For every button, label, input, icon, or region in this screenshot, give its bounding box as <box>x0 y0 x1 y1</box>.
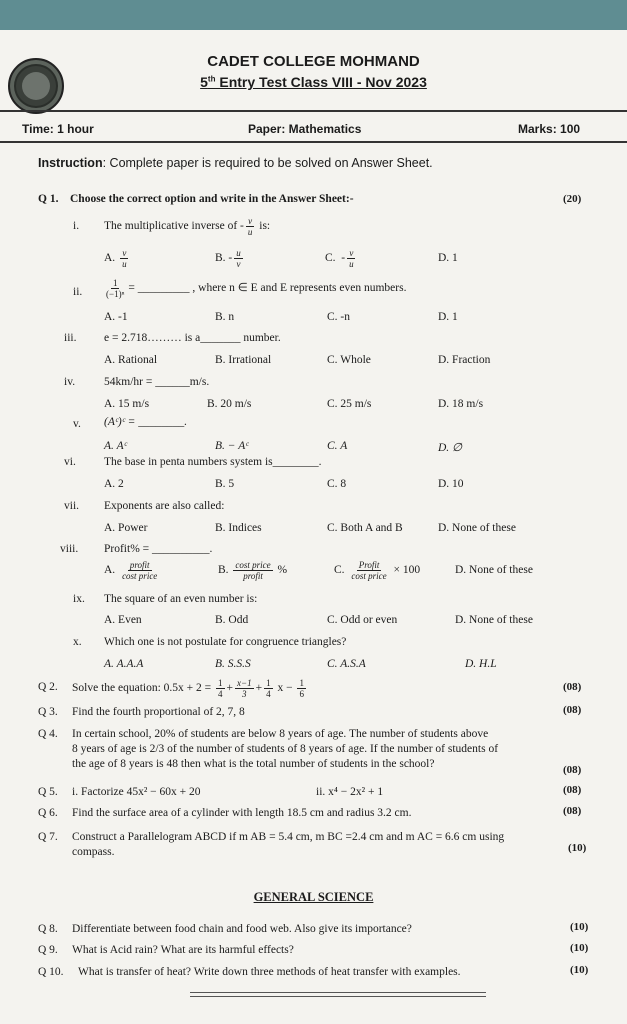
q4-marks: (08) <box>563 764 582 776</box>
q3-marks: (08) <box>563 704 582 716</box>
q4-line1: In certain school, 20% of students are below 8 years of age. The number of students above <box>72 728 489 740</box>
option-d: D. None of these <box>455 564 533 576</box>
test-title: 5th Entry Test Class VIII - Nov 2023 <box>200 74 427 90</box>
q9-number: Q 9. <box>38 944 58 956</box>
q10-text: What is transfer of heat? Write down three methods of heat transfer with examples. <box>78 966 461 978</box>
marks-label: Marks: 100 <box>518 122 581 136</box>
q8-marks: (10) <box>570 921 589 933</box>
q1-item-text: Which one is not postulate for congruence triangles? <box>104 636 347 648</box>
exam-paper <box>0 30 627 1024</box>
q10-number: Q 10. <box>38 966 64 978</box>
q2-number: Q 2. <box>38 681 58 693</box>
q1-item-number: ii. <box>73 286 83 298</box>
option-b: B. 20 m/s <box>207 398 252 410</box>
q1-item-number: iv. <box>64 376 76 388</box>
q1-number: Q 1. <box>38 193 59 205</box>
q1-item-number: x. <box>73 636 82 648</box>
q1-item-number: vii. <box>64 500 80 512</box>
option-a: A. A.A.A <box>104 658 144 670</box>
option-c: C. Odd or even <box>327 614 398 626</box>
option-b: B. − Aᶜ <box>215 440 249 452</box>
option-d: D. 18 m/s <box>438 398 484 410</box>
q1-item-text: The multiplicative inverse of - $\frac{v}{u}$ is: <box>104 216 271 237</box>
q1-item-text: 54km/hr = ______m/s. <box>104 376 210 388</box>
q4-number: Q 4. <box>38 728 58 740</box>
option-d: D. H.L <box>465 658 497 670</box>
q7-marks: (10) <box>568 842 587 854</box>
option-a: A. $\frac{\text{profit}}{\text{cost price}}$ <box>104 560 158 581</box>
q5-number: Q 5. <box>38 786 58 798</box>
q2-text: Solve the equation: 0.5x + 2 = $\frac{1}{4}$ + $\frac{x-1}{3}$ + $\frac{1}{4}$ x − $\frac{1}{6}$ <box>72 678 304 699</box>
option-b: B. Irrational <box>215 354 272 366</box>
option-a: A. Power <box>104 522 148 534</box>
q1-item-number: iii. <box>64 332 77 344</box>
option-b: B. - $\frac{u}{v}$ <box>215 248 241 269</box>
option-b: B. n <box>215 311 235 323</box>
q1-marks: (20) <box>563 193 582 205</box>
option-c: C. 25 m/s <box>327 398 372 410</box>
q1-item-text: $\frac{1}{\text{(−1)ⁿ}}$ = _________ , where n ∈ E and E represents even numbers. <box>106 278 407 299</box>
instruction: Instruction: Complete paper is required to be solved on Answer Sheet. <box>38 156 433 170</box>
option-a: A. Rational <box>104 354 158 366</box>
q5-marks: (08) <box>563 784 582 796</box>
q1-title: Choose the correct option and write in the Answer Sheet:- <box>70 193 354 205</box>
q8-number: Q 8. <box>38 923 58 935</box>
option-d: D. None of these <box>438 522 516 534</box>
option-b: B. S.S.S <box>215 658 251 670</box>
q1-item-number: viii. <box>60 543 79 555</box>
q1-item-number: i. <box>73 220 80 232</box>
q5-part-i: i. Factorize 45x² − 60x + 20 <box>72 786 201 798</box>
q3-text: Find the fourth proportional of 2, 7, 8 <box>72 706 245 718</box>
option-d: D. ∅ <box>438 442 463 454</box>
option-c: C. 8 <box>327 478 347 490</box>
option-c: C. - $\frac{v}{u}$ <box>325 248 354 269</box>
option-c: C. A <box>327 440 348 452</box>
option-a: A. $\frac{v}{u}$ <box>104 248 127 269</box>
option-c: C. -n <box>327 311 350 323</box>
time-label: Time: 1 hour <box>22 122 94 136</box>
q1-item-text: (Aᶜ)ᶜ = ________. <box>104 416 188 428</box>
q6-marks: (08) <box>563 805 582 817</box>
q1-item-text: Profit% = __________. <box>104 543 213 555</box>
q1-item-number: ix. <box>73 593 85 605</box>
option-c: C. $\frac{\text{Profit}}{\text{cost price}}$ × 100 <box>334 560 421 581</box>
science-heading: GENERAL SCIENCE <box>253 890 374 904</box>
q6-number: Q 6. <box>38 807 58 819</box>
q10-marks: (10) <box>570 964 589 976</box>
option-b: B. Indices <box>215 522 262 534</box>
q7-number: Q 7. <box>38 831 58 843</box>
header-rule-top <box>0 110 627 112</box>
q4-line3: the age of 8 years is 48 then what is the total number of students in the school? <box>72 758 435 770</box>
q1-item-text: The square of an even number is: <box>104 593 258 605</box>
option-d: D. None of these <box>455 614 533 626</box>
q1-item-text: e = 2.718……… is a_______ number. <box>104 332 281 344</box>
q2-marks: (08) <box>563 681 582 693</box>
option-d: D. 1 <box>438 252 458 264</box>
option-b: B. 5 <box>215 478 235 490</box>
q3-number: Q 3. <box>38 706 58 718</box>
option-a: A. -1 <box>104 311 128 323</box>
q9-marks: (10) <box>570 942 589 954</box>
option-d: D. Fraction <box>438 354 491 366</box>
q5-part-ii: ii. x⁴ − 2x² + 1 <box>316 786 384 798</box>
option-d: D. 10 <box>438 478 464 490</box>
header-rule-bottom <box>0 141 627 143</box>
q9-text: What is Acid rain? What are its harmful effects? <box>72 944 294 956</box>
q1-item-number: vi. <box>64 456 76 468</box>
q4-line2: 8 years of age is 2/3 of the number of students of 8 years of age. If the number of students of <box>72 743 499 755</box>
option-b: B. $\frac{\text{cost price}}{\text{profit}}$ % <box>218 560 288 581</box>
option-c: C. Whole <box>327 354 371 366</box>
option-c: C. Both A and B <box>327 522 403 534</box>
q7-line1: Construct a Parallelogram ABCD if m AB = 5.4 cm, m BC =2.4 cm and m AC = 6.6 cm using <box>72 831 505 843</box>
option-d: D. 1 <box>438 311 458 323</box>
option-a: A. Aᶜ <box>104 440 127 452</box>
option-a: A. Even <box>104 614 142 626</box>
option-a: A. 15 m/s <box>104 398 150 410</box>
q7-line2: compass. <box>72 846 115 858</box>
option-a: A. 2 <box>104 478 124 490</box>
option-b: B. Odd <box>215 614 249 626</box>
q1-item-text: Exponents are also called: <box>104 500 225 512</box>
q1-item-number: v. <box>73 418 81 430</box>
q8-text: Differentiate between food chain and food web. Also give its importance? <box>72 923 412 935</box>
end-divider <box>190 992 486 997</box>
q6-text: Find the surface area of a cylinder with length 18.5 cm and radius 3.2 cm. <box>72 807 412 819</box>
q1-item-text: The base in penta numbers system is________. <box>104 456 322 468</box>
option-c: C. A.S.A <box>327 658 366 670</box>
paper-label: Paper: Mathematics <box>248 122 362 136</box>
college-name: CADET COLLEGE MOHMAND <box>207 53 420 70</box>
